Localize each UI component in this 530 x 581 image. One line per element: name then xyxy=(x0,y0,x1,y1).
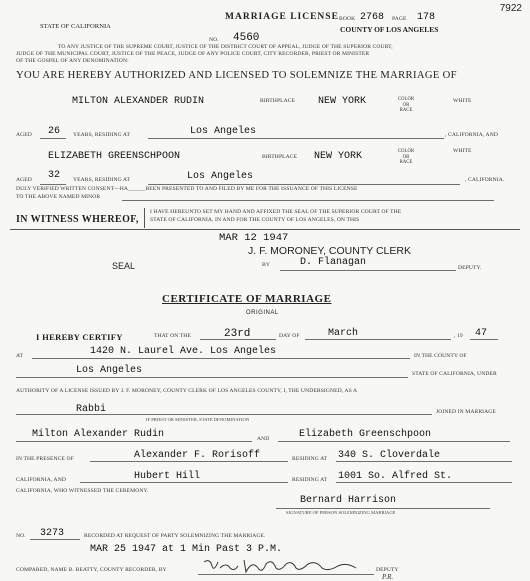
deputy-label: DEPUTY. xyxy=(458,265,482,271)
officiant-note: IF PRIEST OR MINISTER, STATE DENOMINATION xyxy=(146,417,250,422)
groom-color: WHITE xyxy=(453,98,472,104)
bride-birthplace-label: BIRTHPLACE xyxy=(262,154,298,160)
original-label: ORIGINAL xyxy=(246,310,279,316)
witness-label: IN WITNESS WHEREOF, xyxy=(16,214,139,225)
witness-line-1: I HAVE HEREUNTO SET MY HAND AND AFFIXED THE SEAL OF THE SUPERIOR COURT OF THE xyxy=(150,209,402,215)
solemnizer-name: Bernard Harrison xyxy=(300,495,397,506)
record-no-label: NO. xyxy=(16,533,26,539)
california-and-2: CALIFORNIA, AND xyxy=(16,477,66,483)
witness2-address: 1001 So. Alfred St. xyxy=(338,471,453,482)
groom-birthplace-label: BIRTHPLACE xyxy=(260,98,296,104)
record-no: 3273 xyxy=(40,528,65,539)
authorized-line: YOU ARE HEREBY AUTHORIZED AND LICENSED TO SOLEMNIZE THE MARRIAGE OF xyxy=(16,70,457,81)
county-heading: COUNTY OF LOS ANGELES xyxy=(340,25,439,34)
solemnizer-label: SIGNATURE OF PERSON SOLEMNIZING MARRIAGE xyxy=(286,510,396,515)
deputy-name: D. Flanagan xyxy=(300,257,367,268)
bride-age: 32 xyxy=(48,170,61,181)
authority-line: AUTHORITY OF A LICENSE ISSUED BY J. F. MORONEY, COUNTY CLERK OF LOS ANGELES COUNTY, I, THE UNDERSIGNED, AS A xyxy=(16,388,358,394)
cert-county: Los Angeles xyxy=(76,365,143,376)
that-on-the: THAT ON THE xyxy=(154,333,191,339)
state-label: STATE OF CALIFORNIA xyxy=(40,23,111,30)
initials: P.R. xyxy=(382,573,394,581)
bride-residence: Los Angeles xyxy=(187,171,254,182)
page-label: PAGE xyxy=(392,16,407,22)
bride-name: ELIZABETH GREENSCHPOON xyxy=(48,151,181,162)
groom-age: 26 xyxy=(48,126,61,137)
groom-name: MILTON ALEXANDER RUDIN xyxy=(72,96,205,107)
witness1-name: Alexander F. Rorisoff xyxy=(134,450,261,461)
witness-line-2: STATE OF CALIFORNIA, IN AND FOR THE COUNTY OF LOS ANGELES, ON THIS xyxy=(150,217,360,223)
by-label: BY xyxy=(262,262,270,268)
page-value: 178 xyxy=(417,12,436,23)
seal-label: SEAL xyxy=(112,261,136,271)
compared-deputy-label: DEPUTY xyxy=(376,567,399,573)
cert-month: March xyxy=(328,328,359,339)
groom-aged-label: AGED xyxy=(16,132,32,138)
witness2-residing: RESIDING AT xyxy=(292,477,328,483)
issue-date: MAR 12 1947 xyxy=(219,232,289,244)
groom-color-label: COLOR OR RACE xyxy=(397,97,415,113)
groom-birthplace: NEW YORK xyxy=(318,96,367,107)
and-label: AND xyxy=(257,436,270,442)
certify-label: I HEREBY CERTIFY xyxy=(36,332,123,342)
cert-address: 1420 N. Laurel Ave. Los Angeles xyxy=(90,346,277,357)
cert-day: 23rd xyxy=(224,328,251,340)
joined-label: JOINED IN MARRIAGE xyxy=(436,409,496,415)
book-value: 2768 xyxy=(360,12,385,23)
groom-years-label: YEARS, RESIDING AT xyxy=(73,132,130,138)
california-end: , CALIFORNIA. xyxy=(465,177,505,183)
consent-line-1: DULY VERIFIED WRITTEN CONSENT—HA______BEEN PRESENTED TO AND FILED BY ME FOR THE ISSUANCE OF THIS LICENSE xyxy=(16,186,358,192)
groom-residence: Los Angeles xyxy=(190,126,257,137)
bride-aged-label: AGED xyxy=(16,177,32,183)
bride-years-label: YEARS, RESIDING AT xyxy=(73,177,130,183)
document-number: 7922 xyxy=(499,3,522,14)
year-prefix: , 19 xyxy=(454,333,463,339)
compared-label: COMPARED, NAME B. BEATTY, COUNTY RECORDER, BY xyxy=(16,567,167,573)
county-clerk: J. F. MORONEY, COUNTY CLERK xyxy=(248,245,411,257)
at-label: AT xyxy=(16,353,24,359)
to-line-1: TO ANY JUSTICE OF THE SUPREME COURT, JUSTICE OF THE DISTRICT COURT OF APPEAL, JUDGE OF THE SUPERIOR COURT, xyxy=(58,44,393,50)
consent-line-2: TO THE ABOVE NAMED MINOR xyxy=(16,194,101,200)
day-of-label: DAY OF xyxy=(279,333,300,339)
who-witnessed: CALIFORNIA, WHO WITNESSED THE CEREMONY. xyxy=(16,488,149,494)
bride-color: WHITE xyxy=(453,148,472,154)
license-no-value: 4560 xyxy=(233,32,260,44)
recorded-date: MAR 25 1947 at 1 Min Past 3 P.M. xyxy=(90,544,283,555)
book-label: BOOK xyxy=(339,16,356,22)
witness1-address: 340 S. Cloverdale xyxy=(338,450,441,461)
california-and: , CALIFORNIA, AND xyxy=(445,132,498,138)
cert-year: 47 xyxy=(475,328,488,339)
presence-label: IN THE PRESENCE OF xyxy=(16,456,74,462)
officiant-title: Rabbi xyxy=(76,404,107,415)
state-of-cal-under: STATE OF CALIFORNIA, UNDER xyxy=(412,371,497,377)
witness1-residing: RESIDING AT xyxy=(292,456,328,462)
cert-groom: Milton Alexander Rudin xyxy=(32,429,165,440)
in-county-of: IN THE COUNTY OF xyxy=(414,353,467,359)
to-line-2: JUDGE OF THE MUNICIPAL COURT, JUSTICE OF THE PEACE, JUDGE OF ANY POLICE COURT, CITY RECORDER, PRIEST OR MINISTER xyxy=(16,51,370,57)
license-no-label: NO. xyxy=(209,37,219,43)
license-title: MARRIAGE LICENSE xyxy=(225,12,339,22)
recorded-label: RECORDED AT REQUEST OF PARTY SOLEMNIZING THE MARRIAGE. xyxy=(84,533,266,539)
to-line-3: OF THE GOSPEL OF ANY DENOMINATION: xyxy=(16,58,129,64)
certificate-title: CERTIFICATE OF MARRIAGE xyxy=(162,293,332,305)
cert-bride: Elizabeth Greenschpoon xyxy=(299,429,432,440)
witness2-name: Hubert Hill xyxy=(134,471,201,482)
bride-color-label: COLOR OR RACE xyxy=(397,149,415,165)
bride-birthplace: NEW YORK xyxy=(314,151,363,162)
